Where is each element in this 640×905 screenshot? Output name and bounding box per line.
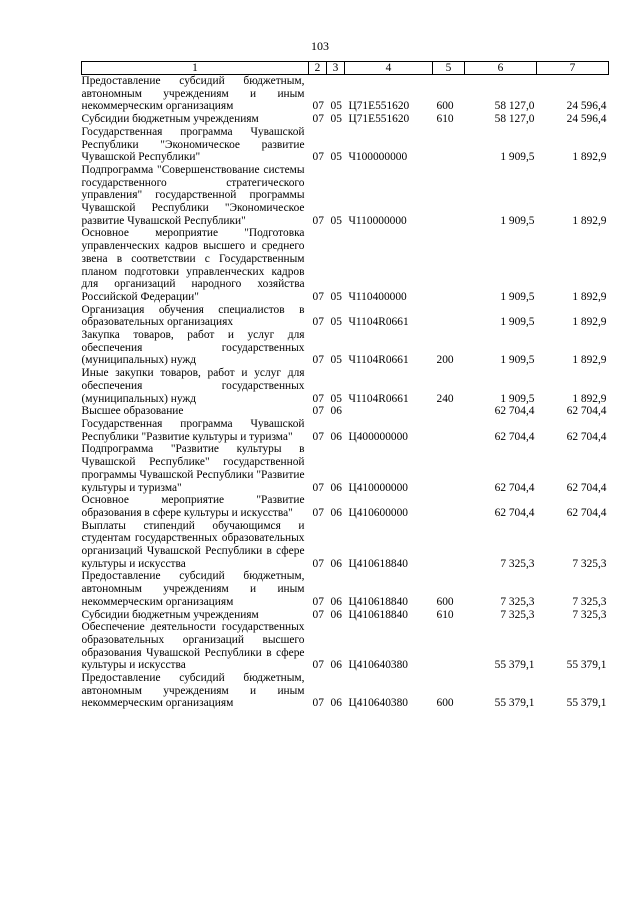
row-target-code: Ч1104R0661 — [348, 354, 409, 367]
row-expense-type: 240 — [436, 392, 454, 405]
column-header: 3 — [327, 62, 345, 75]
row-section: 07 — [312, 113, 324, 126]
row-target-code: Ч1104R0661 — [348, 392, 409, 405]
row-section: 07 — [312, 557, 324, 570]
row-subsection: 05 — [330, 316, 342, 329]
row-expense-type — [433, 621, 465, 672]
row-subsection: 06 — [330, 608, 342, 621]
row-target-code: Ц410640380 — [348, 697, 408, 710]
row-expense-type — [433, 443, 465, 494]
row-amount-2: 55 379,1 — [566, 697, 607, 710]
row-target-code: Ц400000000 — [348, 430, 408, 443]
row-amount-1: 62 704,4 — [494, 430, 535, 443]
row-target-code: Ц410618840 — [348, 608, 408, 621]
row-amount-1: 7 325,3 — [500, 557, 535, 570]
row-amount-1: 58 127,0 — [494, 113, 535, 126]
row-section: 07 — [312, 608, 324, 621]
row-amount-1: 1 909,5 — [500, 316, 535, 329]
row-target-code — [345, 405, 433, 418]
column-header: 1 — [82, 62, 309, 75]
table-row — [82, 164, 609, 228]
row-target-code: Ч110000000 — [348, 214, 407, 227]
row-amount-1: 1 909,5 — [500, 354, 535, 367]
column-header: 2 — [309, 62, 327, 75]
row-subsection: 05 — [330, 290, 342, 303]
column-header: 5 — [433, 62, 465, 75]
row-name: Высшее образование — [81, 405, 184, 418]
row-amount-1: 1 909,5 — [500, 290, 535, 303]
table-row — [82, 443, 609, 494]
row-expense-type: 600 — [436, 595, 454, 608]
column-header: 4 — [345, 62, 433, 75]
row-section: 07 — [312, 405, 324, 418]
row-target-code: Ч100000000 — [348, 151, 408, 164]
row-name: Подпрограмма "Совершенствование системы государственного стратегического управления" государственной программы Чувашской Республики "Экономическое развитие Чувашской Республики" — [81, 163, 305, 227]
row-subsection: 06 — [330, 481, 342, 494]
row-target-code: Ц71Е551620 — [348, 100, 410, 113]
table-row — [82, 304, 609, 329]
row-name: Государственная программа Чувашской Республики "Развитие культуры и туризма" — [81, 417, 305, 443]
row-subsection: 05 — [330, 100, 342, 113]
row-amount-1: 58 127,0 — [494, 100, 535, 113]
column-header: 7 — [537, 62, 609, 75]
row-amount-2: 62 704,4 — [566, 481, 607, 494]
row-expense-type: 600 — [436, 100, 454, 113]
row-amount-2: 24 596,4 — [566, 113, 607, 126]
row-amount-1: 55 379,1 — [494, 697, 535, 710]
row-name: Организация обучения специалистов в образовательных организациях — [81, 303, 305, 329]
row-subsection: 05 — [330, 151, 342, 164]
row-section: 07 — [312, 290, 324, 303]
row-name: Субсидии бюджетным учреждениям — [81, 113, 259, 126]
row-amount-2: 1 892,9 — [572, 392, 607, 405]
table-row — [82, 126, 609, 164]
row-subsection: 05 — [330, 354, 342, 367]
row-amount-1: 7 325,3 — [500, 608, 535, 621]
row-section: 07 — [312, 151, 324, 164]
row-section: 07 — [312, 214, 324, 227]
row-subsection: 06 — [330, 405, 342, 418]
row-section: 07 — [312, 100, 324, 113]
table-header-row — [82, 62, 609, 75]
row-subsection: 06 — [330, 697, 342, 710]
column-header: 6 — [465, 62, 537, 75]
row-amount-2: 62 704,4 — [566, 430, 607, 443]
row-expense-type — [433, 126, 465, 164]
row-subsection: 06 — [330, 595, 342, 608]
row-name: Подпрограмма "Развитие культуры в Чувашской Республике" государственной программы Чувашской Республики "Развитие культуры и туризма" — [81, 443, 305, 494]
row-expense-type: 610 — [436, 608, 454, 621]
row-amount-2: 7 325,3 — [572, 608, 607, 621]
row-expense-type — [433, 227, 465, 303]
page-number: 103 — [311, 39, 329, 53]
row-target-code: Ч1104R0661 — [348, 316, 409, 329]
table-row — [82, 672, 609, 710]
row-amount-1: 62 704,4 — [494, 481, 535, 494]
row-section: 07 — [312, 481, 324, 494]
row-amount-1: 62 704,4 — [494, 506, 535, 519]
row-section: 07 — [312, 506, 324, 519]
table-row — [82, 418, 609, 443]
row-name: Основное мероприятие "Развитие образования в сфере культуры и искусства" — [81, 494, 305, 519]
table-row — [82, 227, 609, 303]
row-amount-1: 1 909,5 — [500, 151, 535, 164]
budget-table — [81, 61, 609, 710]
row-subsection: 05 — [330, 214, 342, 227]
row-target-code: Ц410640380 — [348, 659, 408, 672]
table-row — [82, 75, 609, 114]
row-name: Государственная программа Чувашской Республики "Экономическое развитие Чувашской Республики" — [81, 125, 305, 164]
row-amount-2: 1 892,9 — [572, 316, 607, 329]
row-name: Предоставление субсидий бюджетным, автономным учреждениям и иным некоммерческим организациям — [81, 570, 305, 608]
row-section: 07 — [312, 595, 324, 608]
row-expense-type — [433, 304, 465, 329]
table-row — [82, 520, 609, 571]
row-name: Выплаты стипендий обучающимся и студентам государственных образовательных организаций Чувашской Республики в сфере культуры и искусства — [81, 519, 305, 570]
row-subsection: 06 — [330, 506, 342, 519]
row-section: 07 — [312, 697, 324, 710]
row-expense-type — [433, 405, 465, 418]
row-subsection: 06 — [330, 430, 342, 443]
row-amount-2: 7 325,3 — [572, 595, 607, 608]
row-target-code: Ц410618840 — [348, 595, 408, 608]
row-name: Предоставление субсидий бюджетным, автономным учреждениям и иным некоммерческим организациям — [81, 672, 305, 710]
row-target-code: Ц410618840 — [348, 557, 408, 570]
row-amount-1: 7 325,3 — [500, 595, 535, 608]
row-expense-type — [433, 494, 465, 519]
row-subsection: 05 — [330, 392, 342, 405]
row-expense-type: 200 — [436, 354, 454, 367]
table-row — [82, 367, 609, 405]
row-expense-type — [433, 164, 465, 228]
row-amount-1: 55 379,1 — [494, 659, 535, 672]
table-row — [82, 405, 609, 418]
row-expense-type — [433, 520, 465, 571]
row-subsection: 06 — [330, 659, 342, 672]
row-amount-2: 1 892,9 — [572, 151, 607, 164]
row-amount-2: 1 892,9 — [572, 214, 607, 227]
row-amount-1: 62 704,4 — [494, 405, 535, 418]
row-expense-type: 610 — [436, 113, 454, 126]
row-name: Обеспечение деятельности государственных образовательных организаций высшего образования Чувашской Республики в сфере культуры и искусства — [81, 621, 305, 672]
row-amount-2: 1 892,9 — [572, 290, 607, 303]
row-amount-1: 1 909,5 — [500, 214, 535, 227]
table-row — [82, 621, 609, 672]
row-section: 07 — [312, 354, 324, 367]
row-name: Предоставление субсидий бюджетным, автономным учреждениям и иным некоммерческим организациям — [81, 75, 305, 113]
row-name: Закупка товаров, работ и услуг для обеспечения государственных (муниципальных) нужд — [81, 329, 305, 367]
row-section: 07 — [312, 659, 324, 672]
row-target-code: Ц410000000 — [348, 481, 408, 494]
table-row — [82, 329, 609, 367]
row-subsection: 05 — [330, 113, 342, 126]
row-name: Основное мероприятие "Подготовка управленческих кадров высшего и среднего звена в соответствии с Государственным планом подготовки управленческих кадров для организаций народного хозяйства Российской Федерации" — [81, 227, 305, 303]
row-subsection: 06 — [330, 557, 342, 570]
row-amount-2: 55 379,1 — [566, 659, 607, 672]
row-name: Иные закупки товаров, работ и услуг для обеспечения государственных (муниципальных) нужд — [81, 367, 305, 405]
row-section: 07 — [312, 430, 324, 443]
row-amount-2: 24 596,4 — [566, 100, 607, 113]
row-amount-2: 1 892,9 — [572, 354, 607, 367]
table-row — [82, 609, 609, 622]
row-section: 07 — [312, 392, 324, 405]
row-section: 07 — [312, 316, 324, 329]
row-name: Субсидии бюджетным учреждениям — [81, 608, 259, 621]
row-amount-2: 62 704,4 — [566, 405, 607, 418]
row-target-code: Ч110400000 — [348, 290, 407, 303]
table-body — [82, 75, 609, 711]
row-target-code: Ц71Е551620 — [348, 113, 410, 126]
table-row — [82, 494, 609, 519]
row-target-code: Ц410600000 — [348, 506, 408, 519]
table-row — [82, 570, 609, 608]
row-amount-2: 62 704,4 — [566, 506, 607, 519]
row-expense-type: 600 — [436, 697, 454, 710]
row-amount-1: 1 909,5 — [500, 392, 535, 405]
row-amount-2: 7 325,3 — [572, 557, 607, 570]
row-expense-type — [433, 418, 465, 443]
table-row — [82, 113, 609, 126]
